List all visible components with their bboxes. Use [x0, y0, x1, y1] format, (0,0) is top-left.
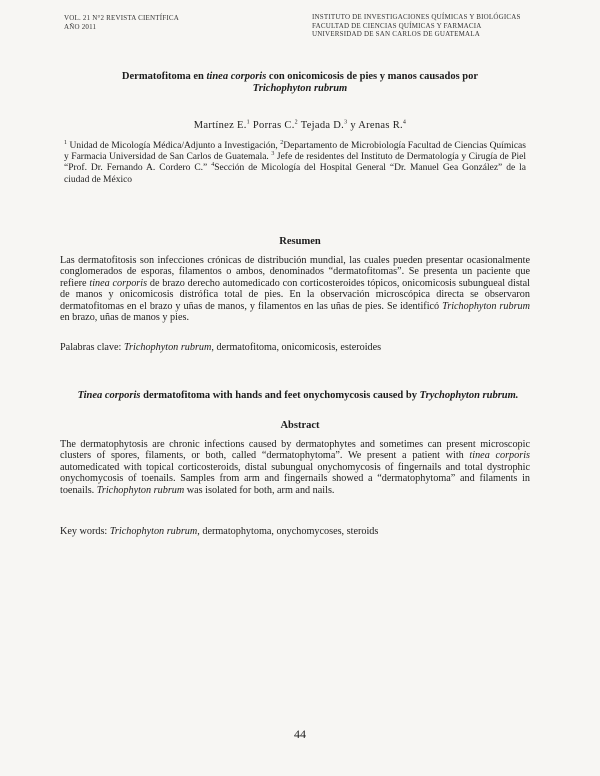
journal-volume: VOL. 21 N°2 REVISTA CIENTÍFICA: [64, 14, 179, 22]
resumen-body: [60, 255, 530, 323]
affil-3: Jefe de residentes del Instituto de Dermatología y Cirugía de Piel “Prof. Dr. Fernando A. Cordero C.”: [64, 152, 527, 174]
institute-name: INSTITUTO DE INVESTIGACIONES QUÍMICAS Y BIOLÓGICAS: [312, 13, 521, 21]
english-title: [60, 390, 536, 403]
resumen-italic-2: Trichophyton rubrum: [442, 300, 531, 312]
resumen-text-1: Las dermatofitosis son infecciones crónicas de distribución mundial, las cuales pueden presentar ocasionalmente conglomerados de esporas, filamentos o ambos, denominados “dermatofitomas”. Se presenta un paciente que refiere: [60, 255, 530, 289]
journal-header-left: [64, 14, 234, 32]
resumen-text-3: en brazo, uñas de manos y pies.: [60, 312, 190, 324]
palabras-clave-italic: Trichophyton rubrum: [123, 342, 212, 353]
resumen-heading: Resumen: [279, 236, 321, 247]
author-4: y Arenas R.: [347, 120, 403, 131]
affil-4: Sección de Micología del Hospital General “Dr. Manuel Gea González” de la ciudad de México: [64, 163, 526, 185]
english-title-italic-1: Tinea corporis: [77, 390, 141, 401]
abstract-italic-1: tinea corporis: [469, 450, 530, 462]
palabras-clave-rest: , dermatofitoma, onicomicosis, esteroides: [211, 342, 382, 353]
english-title-italic-2: Trychophyton rubrum.: [419, 390, 519, 401]
journal-year: AÑO 2011: [64, 23, 97, 31]
author-2-mark: 2: [294, 119, 298, 126]
author-list: [0, 120, 600, 131]
key-words-italic: Trichophyton rubrum: [109, 526, 198, 537]
author-3-mark: 3: [344, 119, 348, 126]
abstract-body: [60, 439, 530, 496]
author-1: Martínez E.: [193, 120, 247, 131]
resumen-text-2: de brazo derecho automedicado con corticosteroides tópicos, onicomicosis subungueal distal de manos y onicomicosis distrófica total de pies. En la observación microscópica directa se observaron dermatofitomas en el brazo y uñas de manos, y filamentos en las uñas de pies. Se identificó: [60, 277, 530, 312]
institute-header: [312, 13, 542, 39]
title-organism: Trichophyton rubrum: [252, 83, 348, 94]
key-words: [60, 526, 530, 538]
abstract-text-2: automedicated with topical corticosteroids, distal subungual onychomycosis of fingernails and total dystrophic onychomycosis of toenails. Samples from arm and fingernails showed a “dermatophytoma” and filaments in toenails.: [60, 461, 530, 496]
affil-mark-4: 4: [211, 162, 215, 169]
abstract-heading: Abstract: [280, 420, 320, 431]
affil-mark-2: 2: [280, 139, 284, 146]
affil-mark-1: 1: [64, 139, 67, 146]
abstract-text-1: The dermatophytosis are chronic infections caused by dermatophytes and sometimes can present microscopic clusters of spores, filaments, or both, called “dermatophytoma”. We present a patient with: [60, 439, 530, 462]
palabras-clave: [60, 342, 530, 354]
affil-1: Unidad de Micología Médica/Adjunto a Investigación,: [67, 141, 281, 151]
author-1-mark: 1: [246, 119, 250, 126]
author-3: Tejada D.: [297, 120, 345, 131]
article-title: [60, 71, 540, 95]
faculty-name: FACULTAD DE CIENCIAS QUÍMICAS Y FARMACIA: [312, 21, 482, 30]
page-number: 44: [294, 727, 306, 741]
author-4-mark: 4: [402, 119, 407, 126]
title-part-1: Dermatofitoma en: [121, 71, 207, 82]
author-2: Porras C.: [249, 120, 295, 131]
english-title-mid: dermatofitoma with hands and feet onychomycosis caused by: [140, 390, 420, 401]
title-italic-term: tinea corporis: [206, 71, 267, 82]
key-words-rest: , dermatophytoma, onychomycoses, steroids: [197, 526, 379, 537]
affiliations: [64, 141, 526, 186]
key-words-label: Key words:: [60, 526, 110, 537]
affil-mark-3: 3: [271, 151, 275, 158]
affil-2: Departamento de Microbiología Facultad de Ciencias Químicas y Farmacia Universidad de San Carlos de Guatemala.: [64, 141, 526, 163]
abstract-text-3: was isolated for both, arm and nails.: [184, 484, 335, 496]
title-part-3: con onicomicosis de pies y manos causados por: [266, 71, 479, 82]
university-name: UNIVERSIDAD DE SAN CARLOS DE GUATEMALA: [312, 30, 481, 38]
palabras-clave-label: Palabras clave:: [60, 342, 124, 353]
abstract-italic-2: Trichophyton rubrum: [96, 484, 185, 496]
resumen-italic-1: tinea corporis: [89, 277, 148, 289]
